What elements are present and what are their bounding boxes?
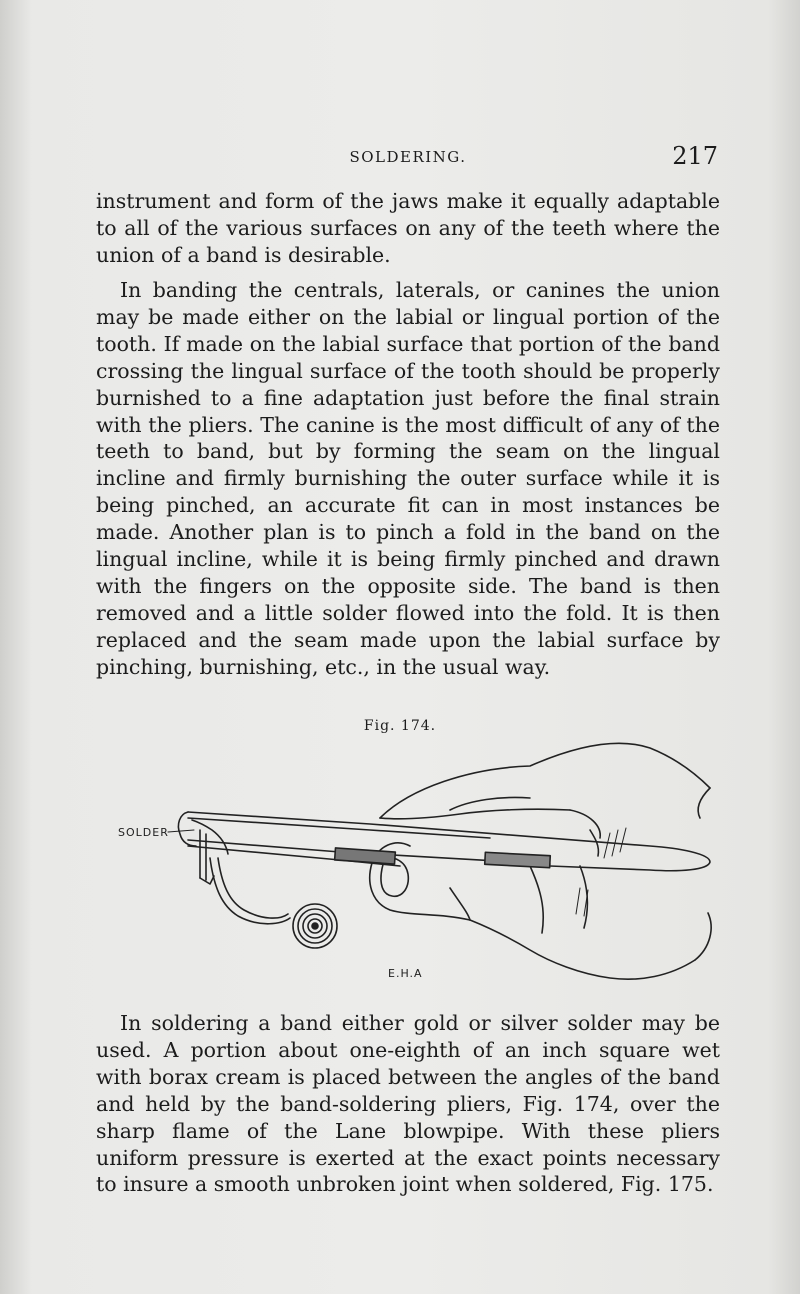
- pliers-hand-drawing: [110, 738, 730, 988]
- figure-caption: Fig. 174.: [363, 718, 437, 734]
- paragraph-continuation: instrument and form of the jaws make it equally adaptable to all of the various surfaces on any of the teeth where the union of a band is desirable.: [96, 189, 720, 267]
- artist-signature: E.H.A: [388, 967, 423, 980]
- paragraph-banding: In banding the centrals, laterals, or canines the union may be made either on the labial or lingual portion of the tooth. If made on the labial surface that portion of the band crossing the lingual surface of the tooth should be properly burnished to a fine adaptation just before the final strain with the pliers. The canine is the most difficult of any of the teeth to band, but by forming the seam on the lingual incline and firmly burnishing the outer surface while it is being pinched, an accurate fit can in most instances be made. Another plan is to pinch a fold in the band on the lingual incline, while it is being firmly pinched and drawn with the fingers on the opposite side. The band is then removed and a little solder flowed into the fold. It is then replaced and the seam made upon the labial surface by pinching, burnishing, etc., in the usual way.: [96, 278, 720, 679]
- running-head: [96, 142, 720, 172]
- figure-pliers-illustration: [110, 738, 730, 988]
- paragraph-soldering: In soldering a band either gold or silver solder may be used. A portion about one-eighth of an inch square wet with borax cream is placed between the angles of the band and held by the band-soldering pliers, Fig. 174, over the sharp flame of the Lane blowpipe. With these pliers uniform pressure is exerted at the exact points necessary to insure a smooth unbroken joint when soldered, Fig. 175.: [96, 1011, 720, 1197]
- band-wire: [210, 858, 290, 924]
- hand-outline: [380, 743, 710, 818]
- pliers-upper-handle: [188, 812, 710, 871]
- running-title: SOLDERING.: [349, 148, 467, 166]
- solder-label: SOLDER: [118, 826, 169, 839]
- solder-coil: [293, 904, 337, 948]
- page-number: 217: [672, 142, 718, 170]
